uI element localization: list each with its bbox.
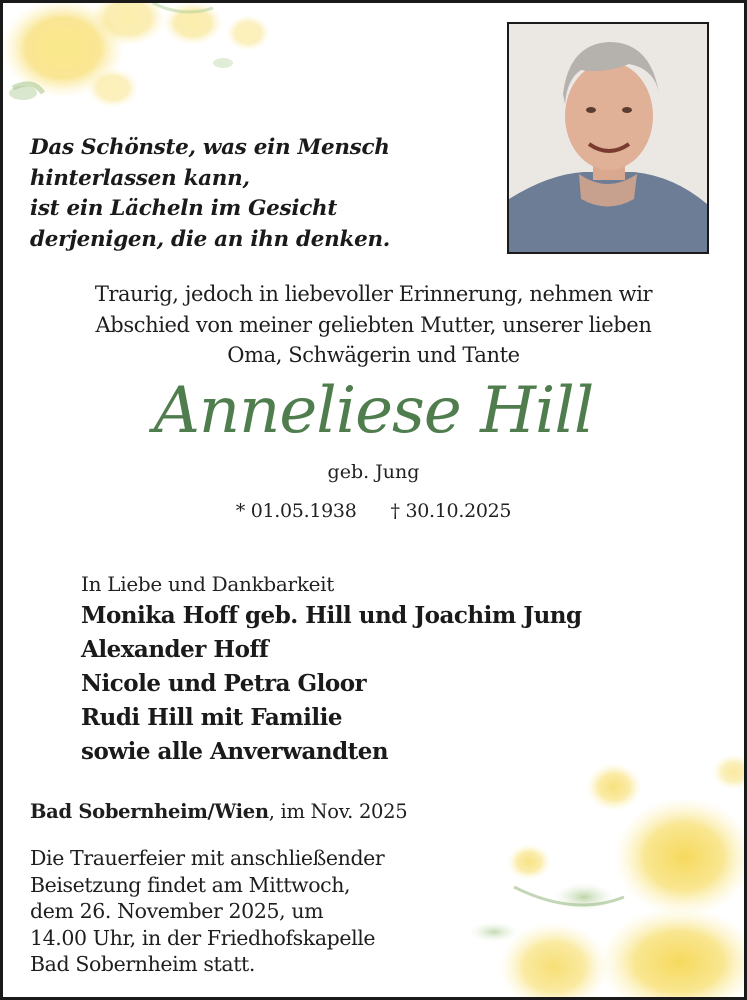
quote-line: derjenigen, die an ihn denken. [30, 226, 390, 252]
funeral-line: dem 26. November 2025, um [30, 899, 324, 923]
mourners-list [81, 569, 681, 769]
funeral-line: Beisetzung findet am Mittwoch, [30, 872, 351, 897]
funeral-line: Bad Sobernheim statt. [30, 952, 255, 976]
birth-name: geb. Jung [327, 461, 420, 483]
place-location: Bad Sobernheim/Wien [30, 800, 269, 823]
mourner-name: Nicole und Petra Gloor [81, 670, 367, 697]
quote-line: Das Schönste, was ein Mensch [30, 135, 390, 160]
birth-date: * 01.05.1938 [235, 500, 357, 522]
funeral-line: 14.00 Uhr, in der Friedhofskapelle [30, 925, 376, 950]
intro-line: Oma, Schwägerin und Tante [227, 343, 520, 367]
epitaph-quote [30, 133, 470, 255]
roses-decoration-top [0, 0, 293, 123]
funeral-info [30, 845, 490, 978]
intro-line: Traurig, jedoch in liebevoller Erinnerung, nehmen wir [94, 282, 653, 306]
place-date [30, 800, 407, 823]
mourners-lead: In Liebe und Dankbarkeit [81, 572, 335, 596]
death-date: † 30.10.2025 [390, 500, 512, 522]
portrait-photo [507, 22, 709, 254]
intro-line: Abschied von meiner geliebten Mutter, unserer lieben [95, 312, 652, 337]
deceased-name: Anneliese Hill [153, 374, 594, 448]
funeral-line: Die Trauerfeier mit anschließender [30, 846, 385, 870]
announcement-text [3, 279, 744, 371]
quote-line: hinterlassen kann, [30, 165, 250, 191]
life-dates [3, 500, 744, 522]
mourner-name: sowie alle Anverwandten [81, 738, 389, 765]
mourner-name: Alexander Hoff [81, 636, 269, 663]
mourner-name: Monika Hoff geb. Hill und Joachim Jung [81, 602, 582, 629]
portrait-icon [509, 24, 707, 252]
mourner-name: Rudi Hill mit Familie [81, 704, 342, 731]
place-date-text: , im Nov. 2025 [268, 800, 408, 823]
quote-line: ist ein Lächeln im Gesicht [30, 196, 337, 221]
